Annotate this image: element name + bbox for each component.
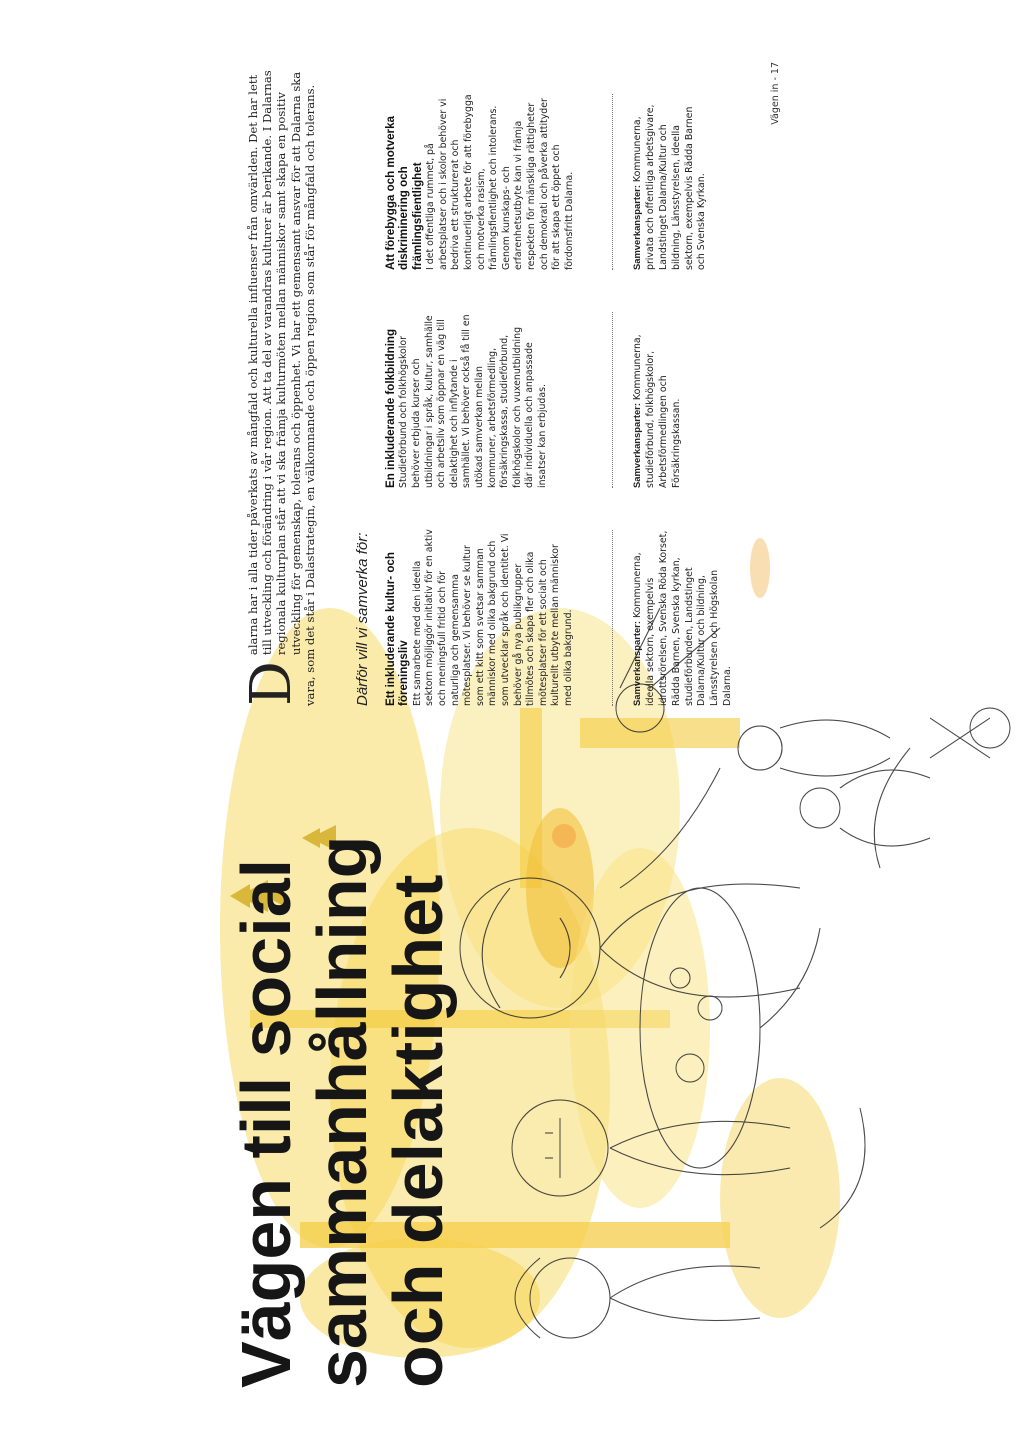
drop-cap: D bbox=[239, 661, 304, 706]
page-number: Vägen in - 17 bbox=[770, 62, 781, 125]
article-title bbox=[228, 668, 456, 1388]
title-line: sammanhållning bbox=[303, 835, 381, 1388]
column-body: Studieförbund och folkhögskolor behöver erbjuda kurser och utbildningar i språk, kultur, samhälle och arbetsliv som öppnar en väg till delaktighet och inflytande i samhället. Vi behöver också få till en utökad samverkan mellan kommuner, arbetsförmedling, försäkringskassa, studieförbund, folkhögskolor och vuxenutbildning där individuella och anpassade insatser kan erbjudas. bbox=[398, 314, 548, 488]
title-line: och delaktighet bbox=[379, 874, 457, 1388]
column-heading: En inkluderande folkbildning bbox=[384, 328, 397, 488]
column-2 bbox=[384, 310, 550, 488]
lead-heading: Därför vill vi samverka för: bbox=[354, 532, 371, 706]
partners-block bbox=[631, 94, 709, 270]
partners-block bbox=[631, 530, 734, 706]
column-body: Ett samarbete med den ideella sektorn möjliggör initiativ för en aktiv och meningsfull fritid och för naturliga och gemensamma mötesplatser. Vi behöver se kultur som ett kitt som svetsar samman människor med olika bakgrund och som utvecklar språk och identitet. Vi behöver gå nya publikgrupper tillmötes och skapa fler och olika mötesplatser för ett socialt och kulturellt utbyte mellan människor med olika bakgrund. bbox=[411, 529, 574, 706]
intro-paragraph bbox=[239, 56, 317, 706]
partners-block bbox=[631, 312, 683, 488]
partners-label: Samverkansparter: bbox=[631, 403, 643, 488]
partners-text: Kommunerna, privata och offentliga arbetsgivare, Landstinget Dalarna/Kultur och bildning, Länsstyrelsen, ideella sektorn, exempelvis Rädda Barnen och Svenska Kyrkan. bbox=[632, 104, 708, 270]
partners-label: Samverkansparter: bbox=[631, 185, 643, 270]
column-1 bbox=[384, 528, 576, 706]
divider bbox=[612, 530, 613, 706]
column-heading: Att förebygga och motverka diskriminering och främlingsfientlighet bbox=[384, 116, 424, 270]
partners-text: Kommunerna, ideella sektorn, exempelvis idrottsrörelsen, Svenska Röda Korset, Rädda Barnen, Svenska kyrkan, studieförbunden, Landstinget Dalarna/Kultur och bildning, Länsstyrelsen och Högskolan Dalarna. bbox=[632, 530, 733, 706]
column-body: I det offentliga rummet, på arbetsplatser och i skolor behöver vi bedriva ett strukturerat och kontinuerligt arbete för att förebygga och motverka rasism, främlingsfientlighet och intolerans. Genom kunskaps- och erfarenhetsutbyte kan vi främja respekten för mänskliga rättigheter och demokrati och påverka attityder för att skapa ett öppet och fördomsfritt Dalarna. bbox=[425, 94, 575, 270]
divider bbox=[612, 312, 613, 488]
title-line: Vägen till social bbox=[227, 858, 305, 1388]
column-heading: Ett inkluderande kultur- och föreningsliv bbox=[384, 552, 411, 706]
divider bbox=[612, 94, 613, 270]
partners-text: Kommunerna, studieförbund, folkhögskolor, Arbetsförmedlingen och Försäkringskassan. bbox=[632, 334, 682, 488]
intro-text: alarna har i alla tider påverkats av mångfald och kulturella influenser från omvärlden. Det har lett till utveckling och förändring i vår region. Att ta del av varandras kulturer är berikande. I Dalarnas regionala kulturplan står att vi ska främja kulturmöten mellan människor samt skapa en positiv utveckling för gemenskap, tolerans och öppenhet. Vi har ett gemensamt ansvar för att Dalarna ska vara, som det står i Dalastrategin, en välkomnande och öppen region som står för mångfald och tolerans. bbox=[246, 70, 317, 706]
column-3 bbox=[384, 92, 576, 270]
partners-label: Samverkansparter: bbox=[631, 621, 643, 706]
